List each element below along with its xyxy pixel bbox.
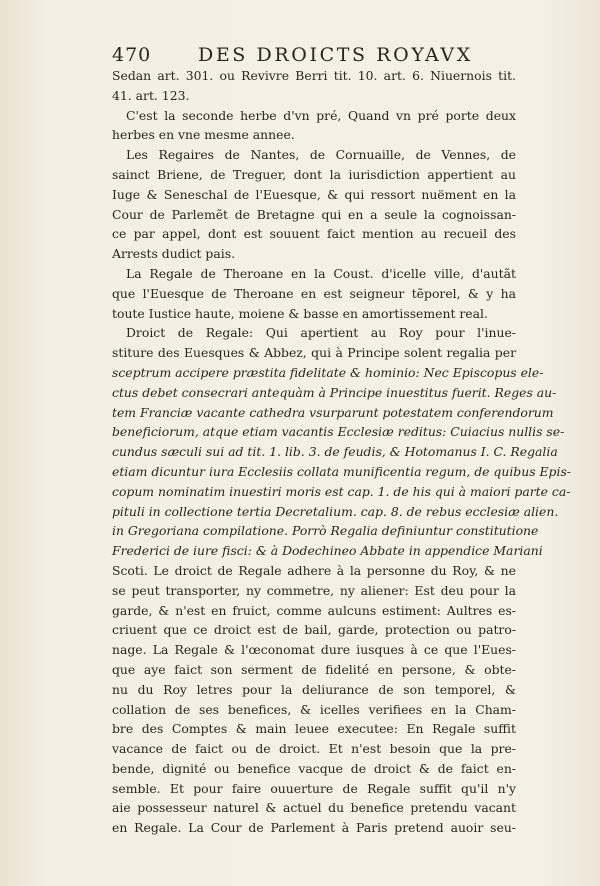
text-line: Frederici de iure fisci: & à Dodechineo Abbate in appendice Mariani: [112, 543, 543, 559]
text-line: 41. art. 123.: [112, 87, 190, 103]
text-line: vacance de faict ou de droict. Et n'est besoin que la pre-: [112, 741, 516, 757]
text-line: herbes en vne mesme annee.: [112, 127, 295, 143]
text-line: beneficiorum, atque etiam vacantis Ecclesiæ reditus: Cuiacius nullis se-: [112, 424, 565, 440]
text-line: aie possesseur naturel & actuel du benefice pretendu vacant: [112, 800, 516, 816]
text-line: semble. Et pour faire ouuerture de Regale suffit qu'il n'y: [112, 780, 516, 796]
text-line: Cour de Parlemẽt de Bretagne qui en a seule la cognoissan-: [112, 206, 516, 222]
text-line: pituli in collectione tertia Decretalium. cap. 8. de rebus ecclesiæ alien.: [112, 503, 559, 519]
text-line: nage. La Regale & l'œconomat dure iusques à ce que l'Eues-: [112, 642, 516, 658]
text-line: criuent que ce droict est de bail, garde, protection ou patro-: [112, 622, 516, 638]
text-line: ce par appel, dont est souuent faict mention au recueil des: [112, 226, 516, 242]
text-line: collation de ses benefices, & icelles verifiees en la Cham-: [112, 701, 516, 717]
text-line: bende, dignité ou benefice vacque de droict & de faict en-: [112, 760, 516, 776]
text-line: nu du Roy letres pour la deliurance de son temporel, &: [112, 681, 516, 697]
text-line: cundus sæculi sui ad tit. 1. lib. 3. de feudis, & Hotomanus I. C. Regalia: [112, 444, 558, 460]
text-line: que l'Euesque de Theroane en est seigneur tẽporel, & y ha: [112, 285, 516, 301]
text-line: garde, & n'est en fruict, comme aulcuns estiment: Aultres es-: [112, 602, 516, 618]
text-line: se peut transporter, ny commetre, ny aliener: Est deu pour la: [112, 582, 516, 598]
text-line: C'est la seconde herbe d'vn pré, Quand vn pré porte deux: [126, 107, 516, 123]
body-text: [112, 66, 571, 838]
text-line: que aye faict son serment de fidelité en persone, & obte-: [112, 661, 516, 677]
text-line: etiam dicuntur iura Ecclesiis collata munificentia regum, de quibus Epis-: [112, 463, 571, 479]
text-line: bre des Comptes & main leuee executee: En Regale suffit: [112, 721, 516, 737]
text-line: Les Regaires de Nantes, de Cornuaille, de Vennes, de: [126, 147, 516, 163]
running-head: DES DROICTS ROYAVX: [198, 44, 473, 66]
text-line: en Regale. La Cour de Parlement à Paris pretend auoir seu-: [112, 820, 516, 836]
text-line: Droict de Regale: Qui apertient au Roy pour l'inue-: [126, 325, 516, 341]
page-number: 470: [112, 44, 152, 66]
text-line: sainct Briene, de Treguer, dont la iurisdiction appertient au: [112, 166, 516, 182]
text-line: La Regale de Theroane en la Coust. d'icelle ville, d'autãt: [126, 265, 516, 281]
text-line: copum nominatim inuestiri moris est cap. 1. de his qui à maiori parte ca-: [112, 483, 571, 499]
text-line: sceptrum accipere præstita fidelitate & hominio: Nec Episcopus ele-: [112, 364, 544, 380]
text-line: Iuge & Seneschal de l'Euesque, & qui ressort nuëment en la: [112, 186, 516, 202]
text-line: ctus debet consecrari antequàm à Principe inuestitus fuerit. Reges au-: [112, 384, 557, 400]
text-line: stiture des Euesques & Abbez, qui à Principe solent regalia per: [112, 345, 516, 361]
text-line: in Gregoriana compilatione. Porrò Regalia definiuntur constitutione: [112, 523, 539, 539]
text-line: Scoti. Le droict de Regale adhere à la personne du Roy, & ne: [112, 562, 516, 578]
text-line: Sedan art. 301. ou Revivre Berri tit. 10. art. 6. Niuernois tit.: [112, 68, 516, 83]
text-line: tem Franciæ vacante cathedra vsurparunt potestatem conferendorum: [112, 404, 554, 420]
text-line: toute Iustice haute, moiene & basse en amortissement real.: [112, 305, 488, 321]
text-line: Arrests dudict pais.: [112, 246, 236, 262]
